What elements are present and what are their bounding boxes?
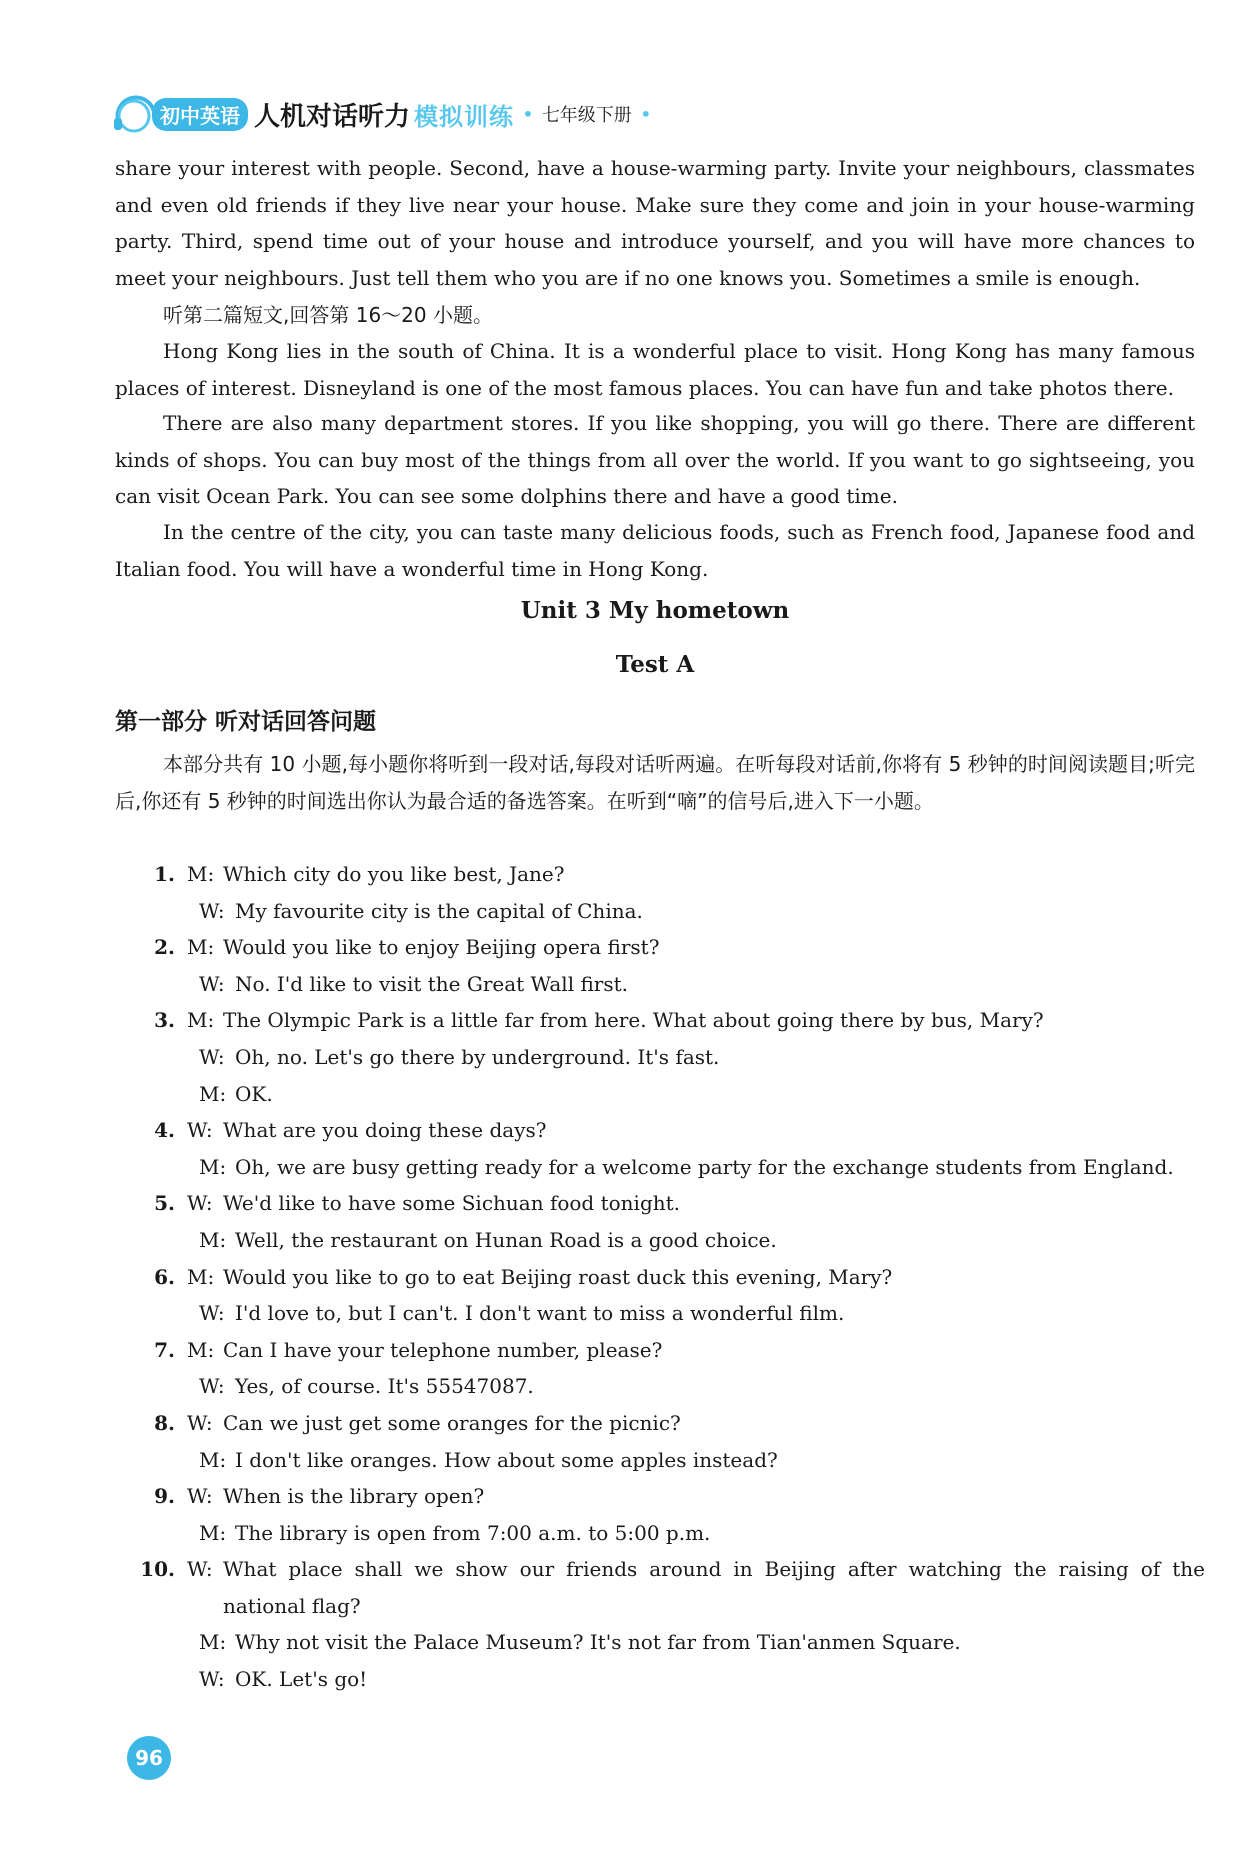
item-number: 1. (154, 862, 175, 886)
dialogue-line: Would you like to go to eat Beijing roast duck this evening, Mary? (223, 1264, 893, 1289)
dialogue-item (115, 1259, 1205, 1332)
page-number: 96 (127, 1736, 171, 1780)
dialogue-line: What are you doing these days? (223, 1118, 547, 1143)
page-number-badge (123, 1736, 175, 1782)
dialogue-line: Would you like to enjoy Beijing opera first? (223, 935, 660, 960)
headphones-icon (112, 92, 162, 136)
dialogue-line: OK. (235, 1081, 273, 1106)
dialogue-item (115, 1002, 1205, 1112)
book-title: 人机对话听力 (254, 101, 411, 132)
dialogue-line: Which city do you like best, Jane? (223, 862, 565, 886)
passage-paragraph: There are also many department stores. If you like shopping, you will go there. There are different kinds of shops. You can buy most of the things from all over the world. If you want to go sightseeing, you can visit Ocean Park. You can see some dolphins there and have a good time. (115, 411, 1195, 508)
item-number: 9. (154, 1484, 175, 1509)
dialogue-item (115, 1112, 1205, 1185)
dialogue-item (115, 1478, 1205, 1551)
item-number: 3. (154, 1008, 175, 1033)
item-number: 10. (140, 1557, 175, 1582)
dialogue-line: OK. Let's go! (235, 1667, 368, 1692)
item-number: 7. (154, 1337, 175, 1362)
page-header (112, 92, 660, 136)
item-number: 5. (154, 1191, 175, 1216)
speaker: W: (199, 1044, 225, 1069)
dialogue-item (115, 1185, 1205, 1258)
unit-title: Unit 3 My hometown (520, 597, 790, 624)
speaker: W: (187, 1484, 213, 1509)
dialogue-line: Well, the restaurant on Hunan Road is a good choice. (235, 1227, 777, 1252)
speaker: W: (199, 1301, 225, 1326)
dialogue-item (115, 1332, 1205, 1405)
speaker: M: (187, 862, 215, 886)
speaker: W: (199, 898, 225, 923)
speaker: M: (199, 1227, 227, 1252)
dialogue-line: The library is open from 7:00 a.m. to 5:00 p.m. (235, 1520, 711, 1545)
speaker: M: (199, 1081, 227, 1106)
series-badge: 初中英语 (152, 98, 248, 131)
dialogue-line: I don't like oranges. How about some apples instead? (235, 1447, 778, 1472)
passage-instruction: 听第二篇短文,回答第 16～20 小题。 (163, 303, 493, 327)
dialogue-list (115, 856, 1205, 1698)
item-number: 4. (154, 1118, 175, 1143)
item-number: 2. (154, 935, 175, 960)
item-number: 8. (154, 1410, 175, 1435)
speaker: M: (199, 1630, 227, 1655)
speaker: W: (199, 971, 225, 996)
dialogue-line: We'd like to have some Sichuan food tonight. (223, 1191, 681, 1216)
dialogue-line: I'd love to, but I can't. I don't want to miss a wonderful film. (235, 1301, 845, 1326)
speaker: M: (199, 1447, 227, 1472)
passage-paragraph: Hong Kong lies in the south of China. It is a wonderful place to visit. Hong Kong has many famous places of interest. Disneyland is one of the most famous places. You can have fun and take photos there. (115, 339, 1195, 400)
dialogue-item (115, 1405, 1205, 1478)
dialogue-line: No. I'd like to visit the Great Wall first. (235, 971, 629, 996)
speaker: M: (199, 1520, 227, 1545)
dialogue-item (115, 929, 1205, 1002)
separator-dot-icon: • (522, 102, 534, 126)
dialogue-line: Can we just get some oranges for the picnic? (223, 1410, 681, 1435)
speaker: W: (187, 1557, 213, 1582)
dialogue-item (115, 856, 1205, 929)
dialogue-line: Why not visit the Palace Museum? It's not far from Tian'anmen Square. (235, 1630, 961, 1655)
speaker: W: (199, 1667, 225, 1692)
speaker: W: (187, 1118, 213, 1143)
dialogue-line: Can I have your telephone number, please? (223, 1337, 663, 1362)
speaker: W: (199, 1374, 225, 1399)
speaker: M: (187, 935, 215, 960)
grade-label: 七年级下册 (541, 105, 632, 126)
passage-paragraph: In the centre of the city, you can taste many delicious foods, such as French food, Japanese food and Italian food. You will have a wonderful time in Hong Kong. (115, 520, 1195, 581)
speaker: M: (187, 1337, 215, 1362)
speaker: M: (199, 1154, 227, 1179)
separator-dot-icon: • (639, 102, 652, 126)
speaker: M: (187, 1008, 215, 1033)
section-title: 第一部分 听对话回答问题 (115, 709, 377, 735)
dialogue-line: When is the library open? (223, 1484, 485, 1509)
dialogue-line: My favourite city is the capital of China. (235, 898, 643, 923)
passage-paragraph: share your interest with people. Second, have a house-warming party. Invite your neighbours, classmates and even old friends if they live near your house. Make sure they come and join in your house-warming party. Third, spend time out of your house and introduce yourself, and you will have more chances to meet your neighbours. Just tell them who you are if no one knows you. Sometimes a smile is enough. (115, 156, 1195, 290)
dialogue-line: What place shall we show our friends around in Beijing after watching the raising of the national flag? (223, 1557, 1205, 1618)
dialogue-item (115, 1551, 1205, 1697)
dialogue-line: The Olympic Park is a little far from here. What about going there by bus, Mary? (223, 1008, 1044, 1033)
dialogue-line: Oh, no. Let's go there by underground. It's fast. (235, 1044, 720, 1069)
speaker: W: (187, 1410, 213, 1435)
test-title: Test A (615, 651, 695, 678)
item-number: 6. (154, 1264, 175, 1289)
book-subtitle: 模拟训练 (414, 102, 515, 131)
speaker: W: (187, 1191, 213, 1216)
dialogue-line: Yes, of course. It's 55547087. (235, 1374, 534, 1399)
dialogue-line: Oh, we are busy getting ready for a welcome party for the exchange students from England. (235, 1154, 1174, 1179)
speaker: M: (187, 1264, 215, 1289)
section-instructions: 本部分共有 10 小题,每小题你将听到一段对话,每段对话听两遍。在听每段对话前,你将有 5 秒钟的时间阅读题目;听完后,你还有 5 秒钟的时间选出你认为最合适的备选答案。在听到“嘀”的信号后,进入下一小题。 (115, 752, 1195, 813)
